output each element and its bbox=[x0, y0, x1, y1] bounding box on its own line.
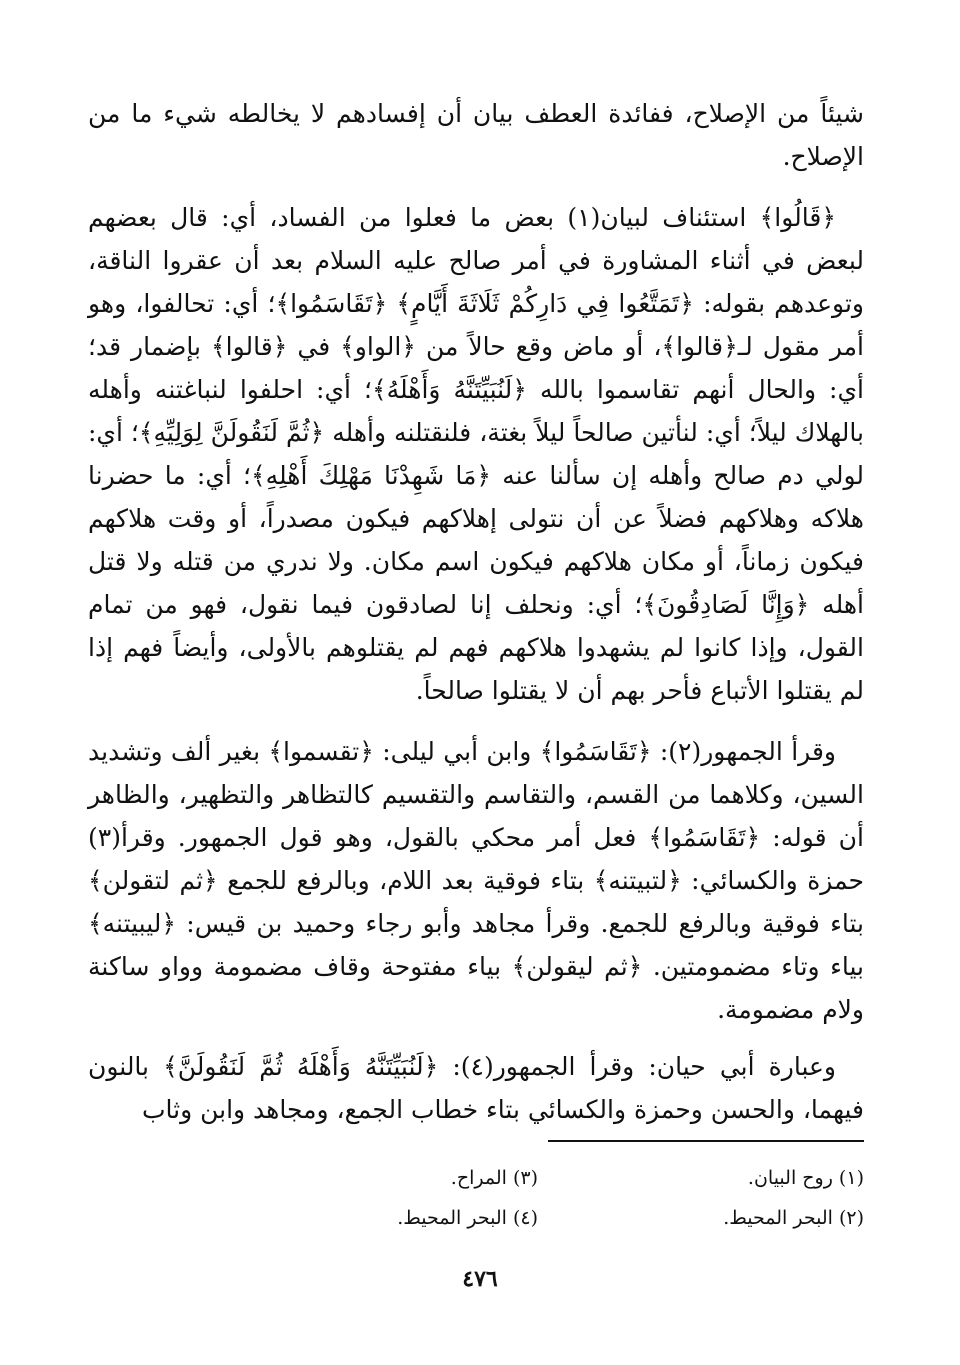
footnote-4: (٤) البحر المحيط. bbox=[397, 1207, 538, 1229]
paragraph-gap bbox=[88, 1031, 864, 1045]
footnote-2: (٢) البحر المحيط. bbox=[723, 1207, 864, 1229]
page-body bbox=[88, 92, 864, 1131]
footnote-row bbox=[164, 1198, 864, 1238]
footnote-divider bbox=[548, 1140, 864, 1142]
footnote-1: (١) روح البيان. bbox=[747, 1167, 864, 1189]
page-number: ٤٧٦ bbox=[462, 1266, 498, 1292]
footnote-row bbox=[164, 1158, 864, 1198]
paragraph-gap bbox=[88, 178, 864, 196]
paragraph-3: وقرأ الجمهور(٢): ﴿تَقَاسَمُوا﴾ وابن أبي ليلى: ﴿تقسموا﴾ بغير ألف وتشديد السين، وكلاهما من القسم، والتقاسم والتقسيم كالتظاهر والتظهير، والظاهر أن قوله: ﴿تَقَاسَمُوا﴾ فعل أمر محكي بالقول، وهو قول الجمهور. وقرأ(٣) حمزة والكسائي: ﴿لتبيتنه﴾ بتاء فوقية بعد اللام، وبالرفع للجمع ﴿ثم لتقولن﴾ بتاء فوقية وبالرفع للجمع. وقرأ مجاهد وأبو رجاء وحميد بن قيس: ﴿ليبيتنه﴾ بياء وتاء مضمومتين. ﴿ثم ليقولن﴾ بياء مفتوحة وقاف مضمومة وواو ساكنة ولام مضمومة. bbox=[88, 737, 864, 1024]
footnote-3: (٣) المراح. bbox=[450, 1167, 538, 1189]
footnotes bbox=[164, 1158, 864, 1238]
paragraph-1: شيئاً من الإصلاح، ففائدة العطف بيان أن إفسادهم لا يخالطه شيء ما من الإصلاح. bbox=[88, 99, 864, 171]
paragraph-4: وعبارة أبي حيان: وقرأ الجمهور(٤): ﴿لَنُبَيِّتَنَّهُ وَأَهْلَهُ ثُمَّ لَنَقُولَنَّ﴾ بالنون فيهما، والحسن وحمزة والكسائي بتاء خطاب الجمع، ومجاهد وابن وثاب bbox=[88, 1052, 864, 1124]
paragraph-2: ﴿قَالُوا﴾ استئناف لبيان(١) بعض ما فعلوا من الفساد، أي: قال بعضهم لبعض في أثناء المشاورة في أمر صالح عليه السلام بعد أن عقروا الناقة، وتوعدهم بقوله: ﴿تَمَتَّعُوا فِي دَارِكُمْ ثَلَاثَةَ أَيَّامٍ﴾ ﴿تَقَاسَمُوا﴾؛ أي: تحالفوا، وهو أمر مقول لـ﴿قالوا﴾، أو ماض وقع حالاً من ﴿الواو﴾ في ﴿قالوا﴾ بإضمار قد؛ أي: والحال أنهم تقاسموا بالله ﴿لَنُبَيِّتَنَّهُ وَأَهْلَهُ﴾؛ أي: احلفوا لنباغتنه وأهله بالهلاك ليلاً؛ أي: لنأتين صالحاً ليلاً بغتة، فلنقتلنه وأهله ﴿ثُمَّ لَنَقُولَنَّ لِوَلِيِّهِ﴾؛ أي: لولي دم صالح وأهله إن سألنا عنه ﴿مَا شَهِدْنَا مَهْلِكَ أَهْلِهِ﴾؛ أي: ما حضرنا هلاكه وهلاكهم فضلاً عن أن نتولى إهلاكهم فيكون مصدراً، أو وقت هلاكهم فيكون زماناً، أو مكان هلاكهم فيكون اسم مكان. ولا ندري من قتله ولا قتل أهله ﴿وَإِنَّا لَصَادِقُونَ﴾؛ أي: ونحلف إنا لصادقون فيما نقول، فهو من تمام القول، وإذا كانوا لم يشهدوا هلاكهم فهم لم يقتلوهم بالأولى، وأيضاً فهم إذا لم يقتلوا الأتباع فأحر بهم أن لا يقتلوا صالحاً. bbox=[88, 203, 864, 705]
paragraph-gap bbox=[88, 712, 864, 730]
